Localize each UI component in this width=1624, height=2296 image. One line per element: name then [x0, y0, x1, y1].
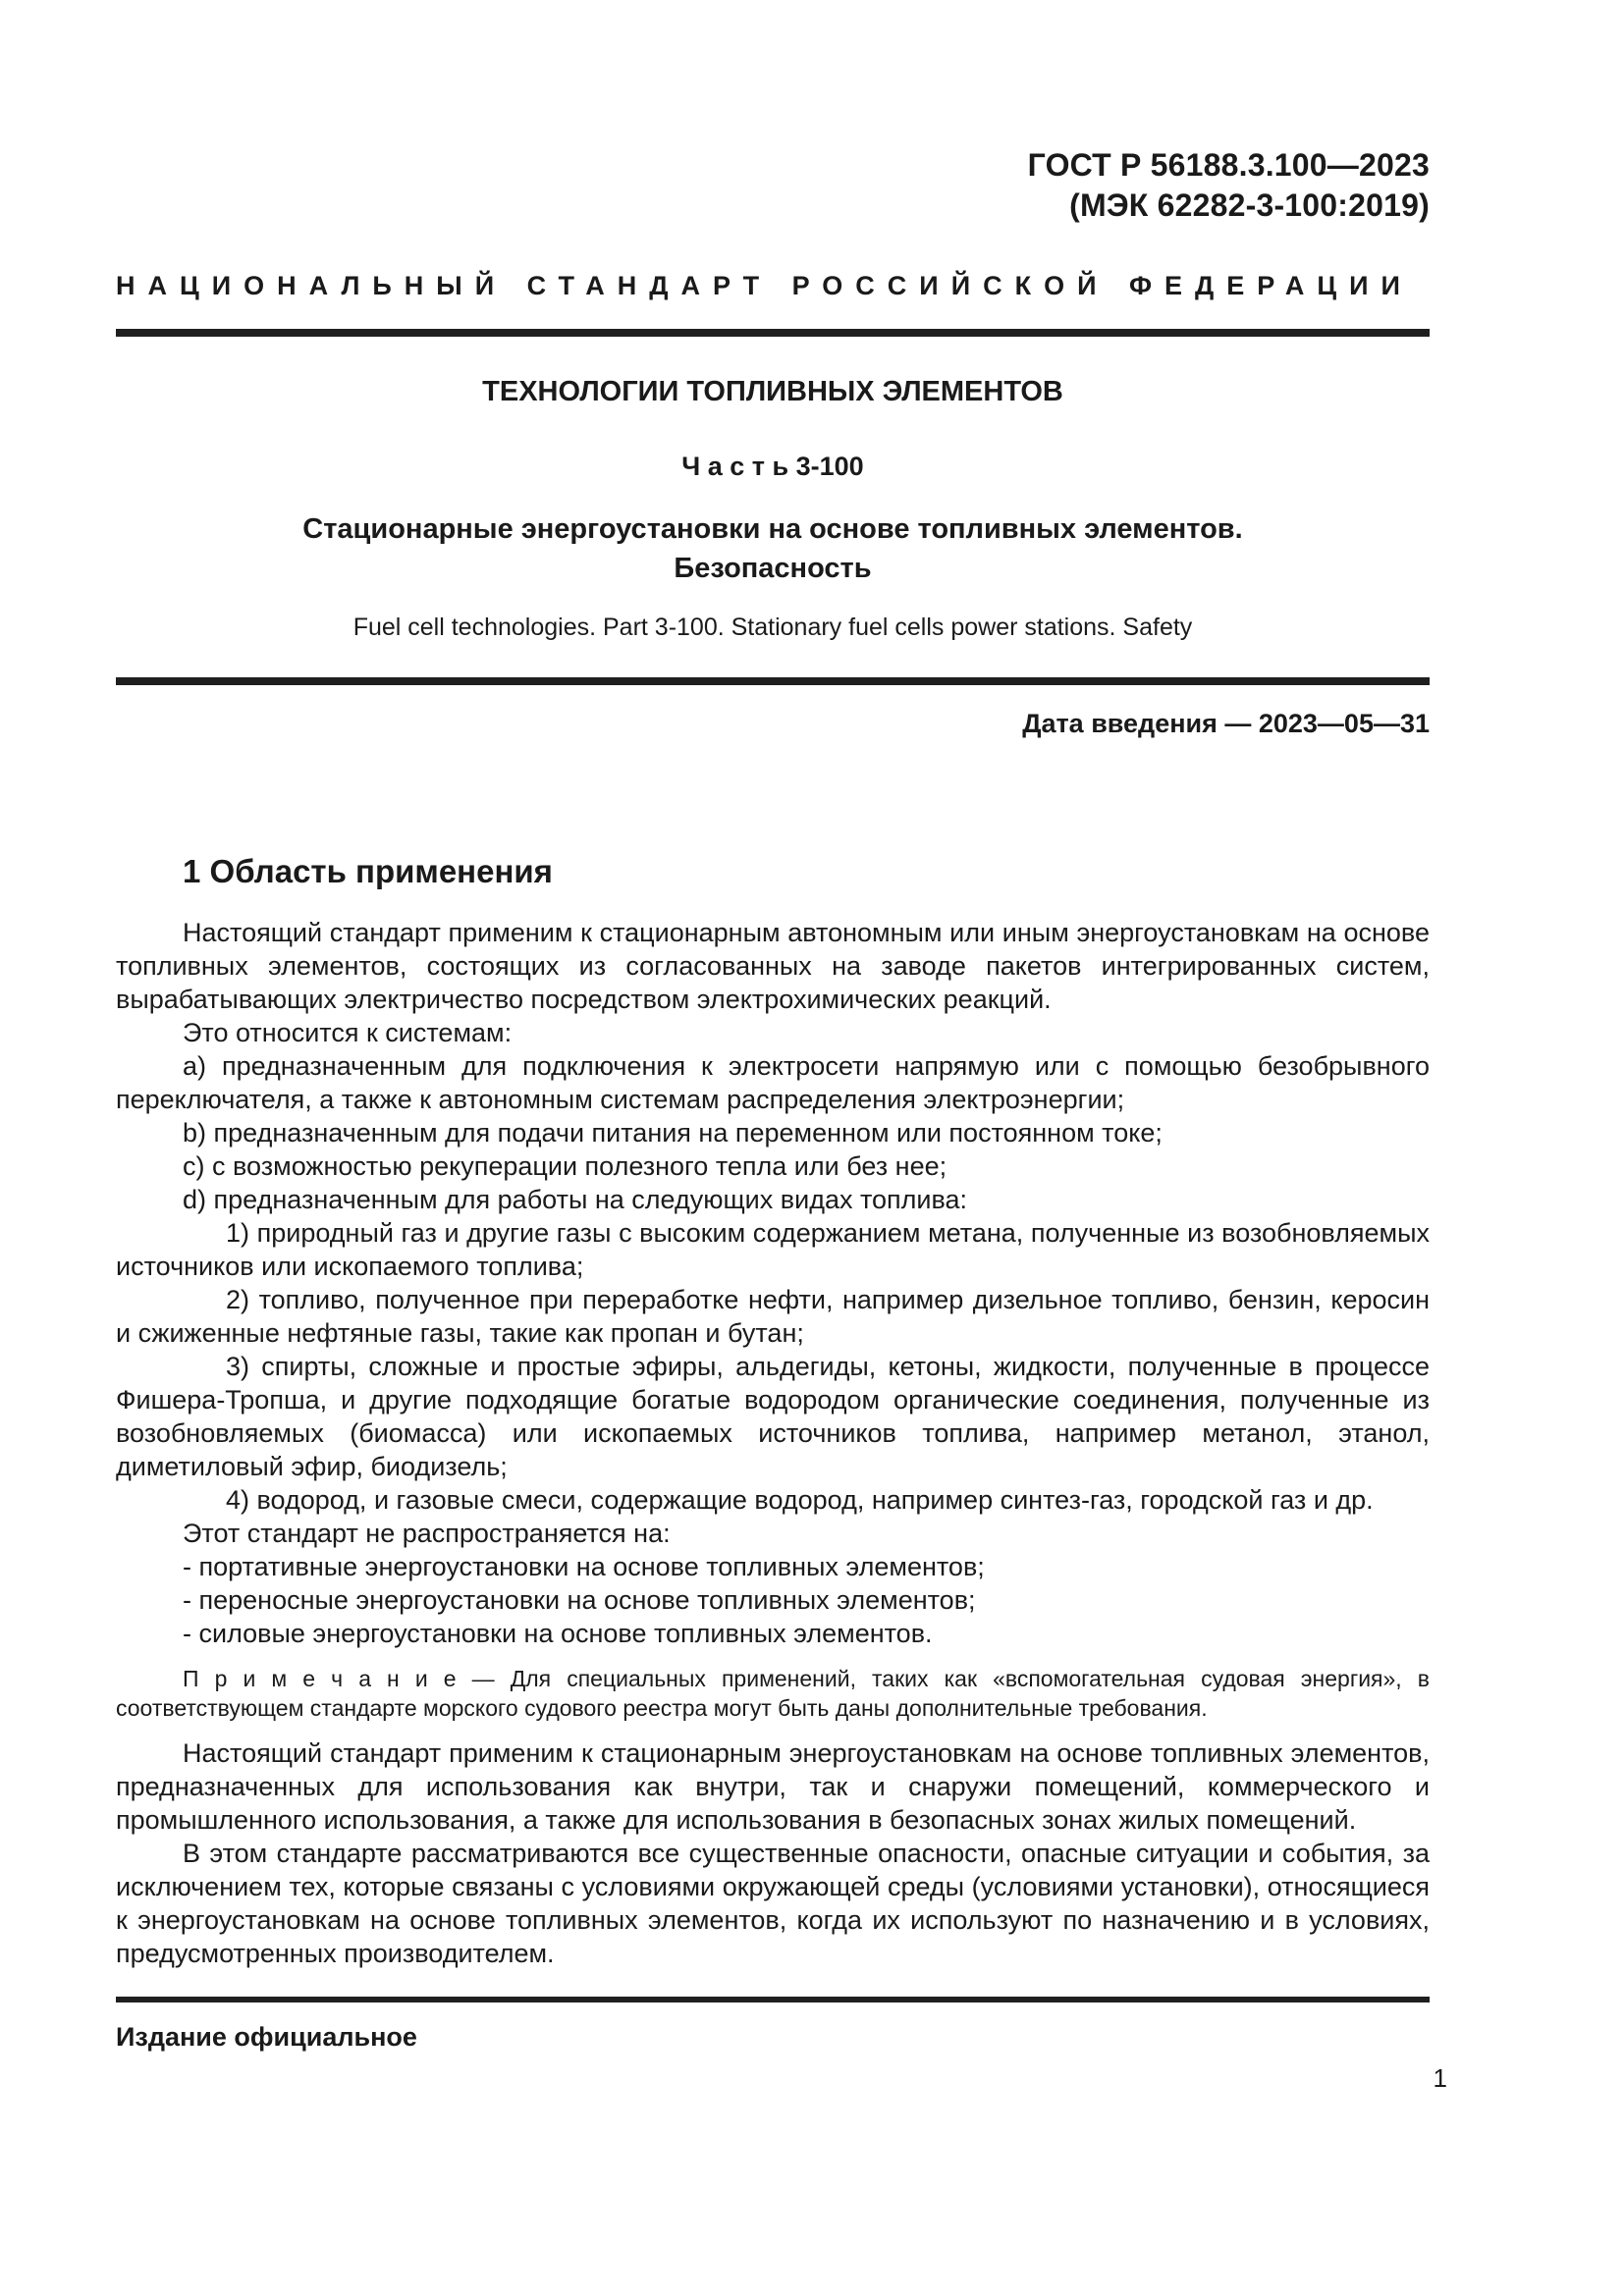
horizontal-rule-top	[116, 329, 1430, 337]
fuel-item-4: 4) водород, и газовые смеси, содержащие водород, например синтез-газ, городской газ и др.	[226, 1485, 1374, 1515]
document-content	[116, 0, 1430, 1970]
section-heading-scope: 1 Область применения	[183, 853, 553, 889]
section-body	[116, 916, 1430, 1970]
official-edition-label: Издание официальное	[116, 2022, 417, 2052]
title-part: Ч а с т ь 3-100	[681, 452, 864, 481]
introduction-date: Дата введения — 2023—05—31	[1022, 709, 1430, 738]
paragraph-scope-intro: Настоящий стандарт применим к стационарным автономным или иным энергоустановкам на основе топливных элементов, состоящих из согласованных на заводе пакетов интегрированных систем, вырабатывающих электричество посредством электрохимических реакций.	[116, 918, 1430, 1014]
excluded-item-propulsion: - силовые энергоустановки на основе топливных элементов.	[183, 1619, 933, 1648]
title-russian-line1: Стационарные энергоустановки на основе топливных элементов.	[302, 513, 1243, 545]
horizontal-rule-footer	[116, 1997, 1430, 2002]
title-russian	[116, 509, 1430, 588]
title-subject: ТЕХНОЛОГИИ ТОПЛИВНЫХ ЭЛЕМЕНТОВ	[482, 376, 1063, 407]
fuel-item-1: 1) природный газ и другие газы с высоким содержанием метана, полученные из возобновляемых источников или ископаемого топлива;	[116, 1218, 1430, 1281]
note-paragraph: П р и м е ч а н и е — Для специальных применений, таких как «вспомогательная судовая энергия», в соответствующем стандарте морского судового реестра могут быть даны дополнительные требования.	[116, 1666, 1430, 1721]
title-russian-line2: Безопасность	[674, 553, 872, 584]
list-item-a: a) предназначенным для подключения к электросети напрямую или с помощью безобрывного переключателя, а также к автономным системам распределения электроэнергии;	[116, 1051, 1430, 1114]
doc-number-block	[116, 145, 1430, 226]
standard-type-banner: НАЦИОНАЛЬНЫЙ СТАНДАРТ РОССИЙСКОЙ ФЕДЕРАЦИИ	[116, 271, 1413, 300]
fuel-item-3: 3) спирты, сложные и простые эфиры, альдегиды, кетоны, жидкости, полученные в процессе Фишера-Тропша, и другие подходящие богатые водородом органические соединения, полученные из возобновляемых (биомасса) или ископаемых источников топлива, например метанол, этанол, диметиловый эфир, биодизель;	[116, 1352, 1430, 1481]
doc-number-line2: (МЭК 62282-3-100:2019)	[1069, 187, 1430, 223]
excluded-item-portable: - портативные энергоустановки на основе топливных элементов;	[183, 1552, 985, 1581]
paragraph-hazards: В этом стандарте рассматриваются все существенные опасности, опасные ситуации и события, за исключением тех, которые связаны с условиями окружающей среды (условиями установки), относящиеся к энергоустановкам на основе топливных элементов, когда их используют по назначению и в условиях, предусмотренных производителем.	[116, 1839, 1430, 1968]
excluded-item-transportable: - переносные энергоустановки на основе топливных элементов;	[183, 1585, 976, 1615]
horizontal-rule-title-bottom	[116, 677, 1430, 685]
list-item-c: c) с возможностью рекуперации полезного тепла или без нее;	[183, 1151, 947, 1181]
fuel-item-2: 2) топливо, полученное при переработке нефти, например дизельное топливо, бензин, керосин и сжиженные нефтяные газы, такие как пропан и бутан;	[116, 1285, 1430, 1348]
list-item-b: b) предназначенным для подачи питания на переменном или постоянном токе;	[183, 1118, 1163, 1148]
title-english: Fuel cell technologies. Part 3-100. Stationary fuel cells power stations. Safety	[352, 614, 1193, 641]
list-item-d: d) предназначенным для работы на следующих видах топлива:	[183, 1185, 968, 1214]
paragraph-applies-to: Это относится к системам:	[183, 1018, 513, 1047]
page-number: 1	[1433, 2063, 1447, 2093]
paragraph-indoor-outdoor: Настоящий стандарт применим к стационарным энергоустановкам на основе топливных элементов, предназначенных для использования как внутри, так и снаружи помещений, коммерческого и промышленного использования, а также для использования в безопасных зонах жилых помещений.	[116, 1738, 1430, 1835]
paragraph-not-covered: Этот стандарт не распространяется на:	[183, 1519, 671, 1548]
doc-number-line1: ГОСТ Р 56188.3.100—2023	[1027, 147, 1430, 183]
